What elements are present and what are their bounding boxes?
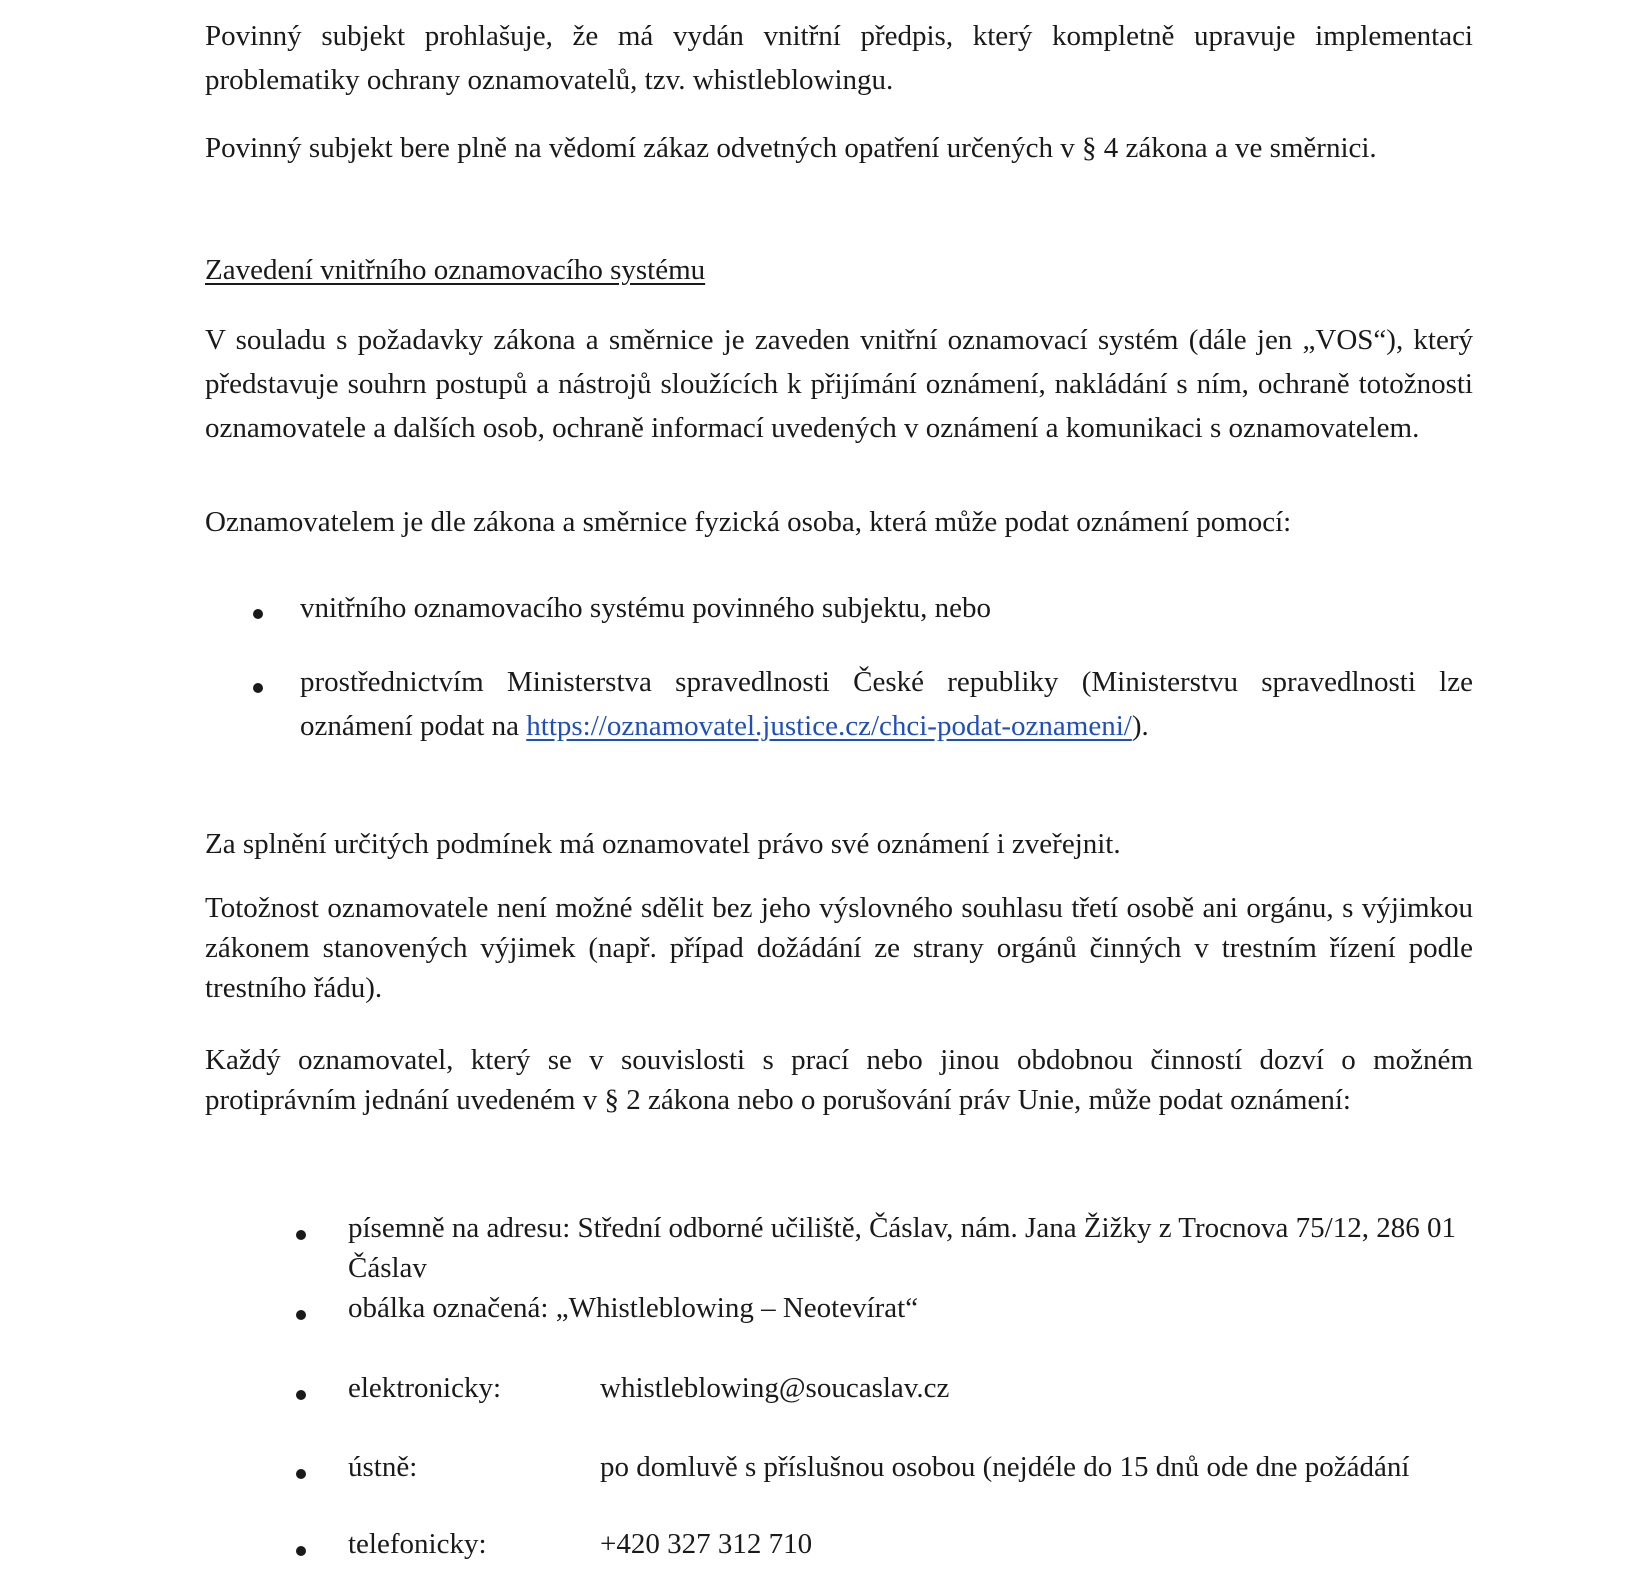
ministry-link[interactable]: https://oznamovatel.justice.cz/chci-podat-oznameni/ (526, 710, 1132, 742)
list-item-ministry (300, 660, 1473, 748)
bullet-icon (296, 1230, 306, 1240)
contact-electronic-label: elektronicky: (348, 1372, 502, 1404)
paragraph-vos-definition: V souladu s požadavky zákona a směrnice je zaveden vnitřní oznamovací systém (dále jen „VOS“), který představuje souhrn postupů a nástrojů sloužících k přijímání oznámení, nakládání s ním, ochraně totožnosti oznamovatele a dalších osob, ochraně informací uvedených v oznámení a komunikaci s oznamovatelem. (205, 324, 1473, 444)
paragraph-retaliation-ban: Povinný subjekt bere plně na vědomí zákaz odvetných opatření určených v § 4 zákona a ve směrnici. (205, 132, 1377, 164)
contact-phone-number[interactable]: +420 327 312 710 (600, 1528, 813, 1560)
paragraph-whistleblower-definition: Oznamovatelem je dle zákona a směrnice fyzická osoba, která může podat oznámení pomocí: (205, 506, 1292, 538)
contact-oral-label: ústně: (348, 1451, 418, 1483)
contact-electronic-email[interactable]: whistleblowing@soucaslav.cz (600, 1372, 950, 1404)
ministry-text: prostřednictvím Ministerstva spravedlnosti České republiky (Ministerstvu spravedlnosti lze oznámení podat na (300, 666, 1473, 742)
list-item-internal-system: vnitřního oznamovacího systému povinného subjektu, nebo (300, 592, 992, 624)
section-heading: Zavedení vnitřního oznamovacího systému (205, 254, 706, 286)
bullet-icon (253, 683, 263, 693)
paragraph-internal-regulation: Povinný subjekt prohlašuje, že má vydán vnitřní předpis, který kompletně upravuje implementaci problematiky ochrany oznamovatelů, tzv. whistleblowingu. (205, 20, 1473, 96)
contact-written: písemně na adresu: Střední odborné učiliště, Čáslav, nám. Jana Žižky z Trocnova 75/12, 286 01 Čáslav (348, 1212, 1456, 1284)
contact-phone-label: telefonicky: (348, 1528, 487, 1560)
ministry-text-after: ). (1131, 710, 1149, 742)
paragraph-publish-right: Za splnění určitých podmínek má oznamovatel právo své oznámení i zveřejnit. (205, 828, 1121, 860)
paragraph-who-may-report: Každý oznamovatel, který se v souvislosti s prací nebo jinou obdobnou činností dozví o možném protiprávním jednání uvedeném v § 2 zákona nebo o porušování práv Unie, může podat oznámení: (205, 1044, 1473, 1116)
bullet-icon (296, 1390, 306, 1400)
bullet-icon (253, 609, 263, 619)
contact-envelope: obálka označená: „Whistleblowing – Neotevírat“ (348, 1292, 919, 1324)
bullet-icon (296, 1546, 306, 1556)
bullet-icon (296, 1310, 306, 1320)
bullet-icon (296, 1469, 306, 1479)
paragraph-identity-protection: Totožnost oznamovatele není možné sdělit bez jeho výslovného souhlasu třetí osobě ani orgánu, s výjimkou zákonem stanovených výjimek (např. případ dožádání ze strany orgánů činných v trestním řízení podle trestního řádu). (205, 892, 1473, 1004)
contact-oral-value: po domluvě s příslušnou osobou (nejdéle do 15 dnů ode dne požádání (600, 1451, 1410, 1483)
